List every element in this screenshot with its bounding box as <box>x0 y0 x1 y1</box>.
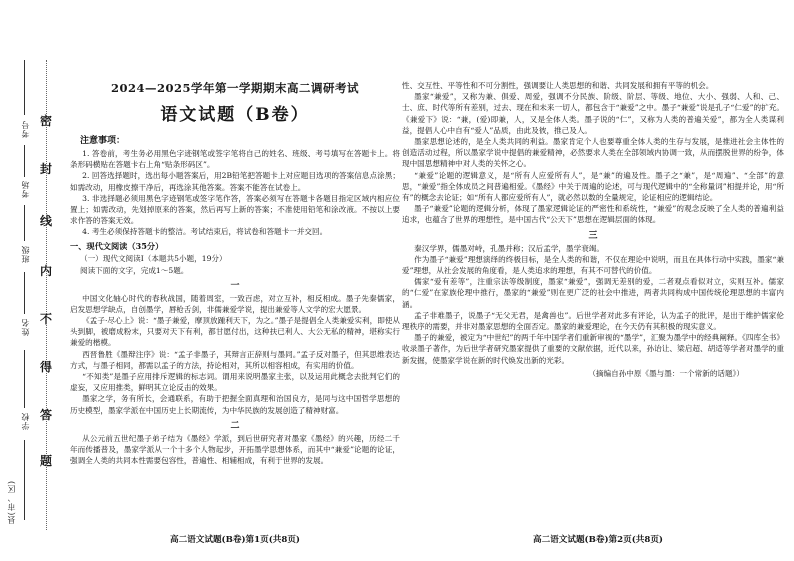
underline-school[interactable] <box>24 350 25 408</box>
passage-paragraph: 墨子的兼爱，被定为“中世纪”的两千年中国学者们重新审视的“墨学”，汇聚为墨学中的经典阐释。《四库全书》收录墨子著作，为后世学者研究墨家提供了重要的文献依据，近代以来，孙诒让、梁启超、胡适等学者对墨学的重新发掘，使墨家学说在新的时代焕发出新的光彩。 <box>402 333 784 365</box>
passage-marker: 二 <box>230 420 240 431</box>
seal-char-4: 内 <box>40 264 53 278</box>
seal-char-5: 不 <box>40 312 53 326</box>
seal-char-3: 线 <box>40 214 53 228</box>
underline-county[interactable] <box>24 440 25 520</box>
field-label-school: 学校 <box>21 412 30 430</box>
passage-marker: 三 <box>588 230 598 241</box>
passage-paragraph: 墨家思想论述的，是全人类共同的利益。墨家肯定个人也要尊重全体人类的生存与发展，是推进社会主体性的创造活动过程，所以墨家学说中提倡的兼爱精神，必然要求人类在全部领域内协调一致，从而摆脱世界的纷争，体现中国思想精神中对人类的关怀之心。 <box>402 137 784 169</box>
passage-paragraph: “兼爱”论题的逻辑意义，是“所有人应爱所有人”，是“兼”的遍及性。墨子之“兼”，是“周遍”、“全部”的意思，“兼爱”指全体成员之间普遍相爱。《墨经》中关于周遍的论述，可与现代逻辑中的“全称量词”相提并论，用“所有”的概念去论证；如“所有人都应爱所有人”，就必然以数的全量规定，论证相应的逻辑结论。 <box>402 170 784 203</box>
exam-header: 2024—2025学年第一学期期末高二调研考试 <box>110 81 359 95</box>
passage-paragraph: 从公元前五世纪墨子弟子结为《墨经》学派，到后世研究者对墨家《墨经》的兴趣，历经二千年而传播普及，墨家学派从一个十多个人物起步，开拓墨学思想体系，而其中“兼爱”论题的论证，强调全人类的共同本性需要包容性，普遍性、相辅相成，有利于世界的发展。 <box>70 433 400 466</box>
page-footer-left: 高二语文试题(B卷)第1页(共8页) <box>169 535 301 545</box>
passage-paragraph: 《孟子·尽心上》说：“墨子兼爱，摩顶放踵利天下，为之。”墨子是提倡全人类兼爱实利，即使从头到脚，被磨成粉末，只要对天下有利，都甘愿付出，这种扶已利人、大公无私的精神，堪称实行兼爱的楷模。 <box>70 316 400 348</box>
field-label-class: 班级 <box>21 245 30 263</box>
seal-char-7: 答 <box>40 408 53 422</box>
passage-paragraph: 儒家“爱有差等”，注重宗法等级制度，墨家“兼爱”，强调无差别的爱，二者观点看似对立，实则互补。儒家的“仁爱”在家族伦理中推行，墨家的“兼爱”则在更广泛的社会中推进，两者共同构成中国传统伦理思想的丰富内涵。 <box>402 277 784 309</box>
underline-name[interactable] <box>24 272 25 314</box>
passage-paragraph: 墨子“兼爱”论题的逻辑分析，体现了墨家逻辑论证的严密性和系统性，“兼爱”的观念反映了全人类的普遍利益追求，也蕴含了世界的理想性，是中国古代“公天下”思想在逻辑层面的体现。 <box>402 204 784 225</box>
note-item: 3. 非选择题必须用黑色字迹钢笔或签字笔作答，答案必须写在答题卡各题目指定区域内相应位置上；如需改动，先划掉原来的答案，然后再写上新的答案；不准使用铅笔和涂改液。不按以上要求作答的答案无效。 <box>70 193 400 226</box>
field-label-exam-number: 考号 <box>21 120 30 138</box>
field-label-exam-room: 考场 <box>21 180 30 198</box>
note-item: 1. 答卷前，考生务必用黑色字迹钢笔或签字笔将自己的姓名、班级、考号填写在答题卡上。将条形码横贴在答题卡右上角“贴条形码区”。 <box>70 149 400 170</box>
seal-char-2: 封 <box>40 162 53 176</box>
source-citation: （摘编自孙中原《墨与墨：一个常新的话题》） <box>588 368 744 378</box>
note-item: 2. 回答选择题时，选出每小题答案后，用2B铅笔把答题卡上对应题目选项的答案信息点涂黑；如需改动，用橡皮擦干净后，再选涂其他答案。答案不能答在试卷上。 <box>70 171 400 192</box>
section-title: 一、现代文阅读（35分） <box>70 240 164 251</box>
seal-dotted-line <box>46 60 47 530</box>
passage-paragraph: “不知类”是墨子应用排斥逻辑的标志词。谓用来说明墨家主张，以及运用此概念去批判它们的虚妄，又应用推类，鲜明其立论反击的效果。 <box>70 372 400 393</box>
underline-exam-number[interactable] <box>24 60 25 115</box>
seal-char-6: 得 <box>40 360 53 374</box>
exam-title: 语文试题（B卷） <box>160 105 310 125</box>
passage-paragraph: 秦汉学界，儒墨对峙，孔墨并称；汉后孟学，墨学衰竭。 <box>414 243 604 253</box>
subsection-title: （一）现代文阅读Ⅰ（本题共5小题，19分） <box>80 253 227 263</box>
passage-paragraph: 作为墨子“兼爱”理想演绎的终极目标，是全人类的和谐，不仅在理论中说明，而且在具体行动中实践，墨家“兼爱”理想，从社会发展的角度看，是人类追求的理想，有其不可替代的价值。 <box>402 254 784 276</box>
passage-paragraph: 墨家“兼爱”，又称为兼、俱爱、周爱，强调不分民族、阶级、阶层、等级、地位、大小、强弱、人和、己、士、庶、时代等所有差别，过去、现在和未来一切人，都包含于“兼爱”之中。墨子“兼爱”说是孔子“仁爱”的扩充。《兼爱下》说：“兼，(爱)即兼，人，又是全体人类。墨子说的“仁”，又称为人类的普遍关爱”，都为全人类谋利益，提倡人心中自有“爱人”品质，由此及彼，推己及人。 <box>402 92 784 135</box>
passage-paragraph: 中国文化轴心时代的春秋战国，随着周室，一致百虑，对立互补，相反相成。墨子先秦儒家，启发思想学缺点，自创墨学，唇枪舌剑，非儒兼爱学说，提出兼爱等人文学的宏大愿景。 <box>70 293 400 314</box>
reading-instruction: 阅读下面的文字，完成1～5题。 <box>80 265 189 275</box>
passage-paragraph: 墨家之学，务有所长，会通联系，有助于把握全面真理和治国良方，是同与这中国哲学思想的历史模型，墨家学派在中国历史上长期流传，为中华民族的发展创造了精神财富。 <box>70 394 400 415</box>
seal-char-1: 密 <box>40 114 53 128</box>
right-body <box>402 80 794 379</box>
passage-paragraph: 性、交互性、平等性和不可分割性，强调要让人类思想的和谐、共同发展和拥有平等的机会。 <box>402 81 714 90</box>
underline-class[interactable] <box>24 205 25 241</box>
passage-marker: 一 <box>230 280 240 291</box>
field-label-county: 县(市、区) <box>7 480 16 525</box>
field-label-name: 姓名 <box>21 318 30 336</box>
underline-exam-room[interactable] <box>24 145 25 177</box>
passage-paragraph: 西晋鲁胜《墨辩注序》说：“孟子非墨子，其辩言正辞则与墨同。”孟子反对墨子，但其思维表达方式，与墨子相同，都需以孟子的方法，持论相对，其所以相容相成，有实用的价值。 <box>70 349 400 370</box>
page-footer-right: 高二语文试题(B卷)第2页(共8页) <box>532 535 664 545</box>
note-item: 4. 考生必须保持答题卡的整洁。考试结束后，将试卷和答题卡一并交回。 <box>82 227 328 237</box>
page-left <box>70 0 400 561</box>
page-right <box>402 0 794 561</box>
binding-margin <box>0 0 66 561</box>
notes-heading: 注意事项： <box>80 136 126 146</box>
seal-char-8: 题 <box>40 454 53 468</box>
passage-paragraph: 孟子非难墨子，说墨子“无父无君，是禽兽也”。后世学者对此多有评论，认为孟子的批评，是出于维护儒家伦理秩序的需要，并非对墨家思想的全面否定。墨家的兼爱理论，在今天仍有其积极的现实意义。 <box>402 310 784 332</box>
